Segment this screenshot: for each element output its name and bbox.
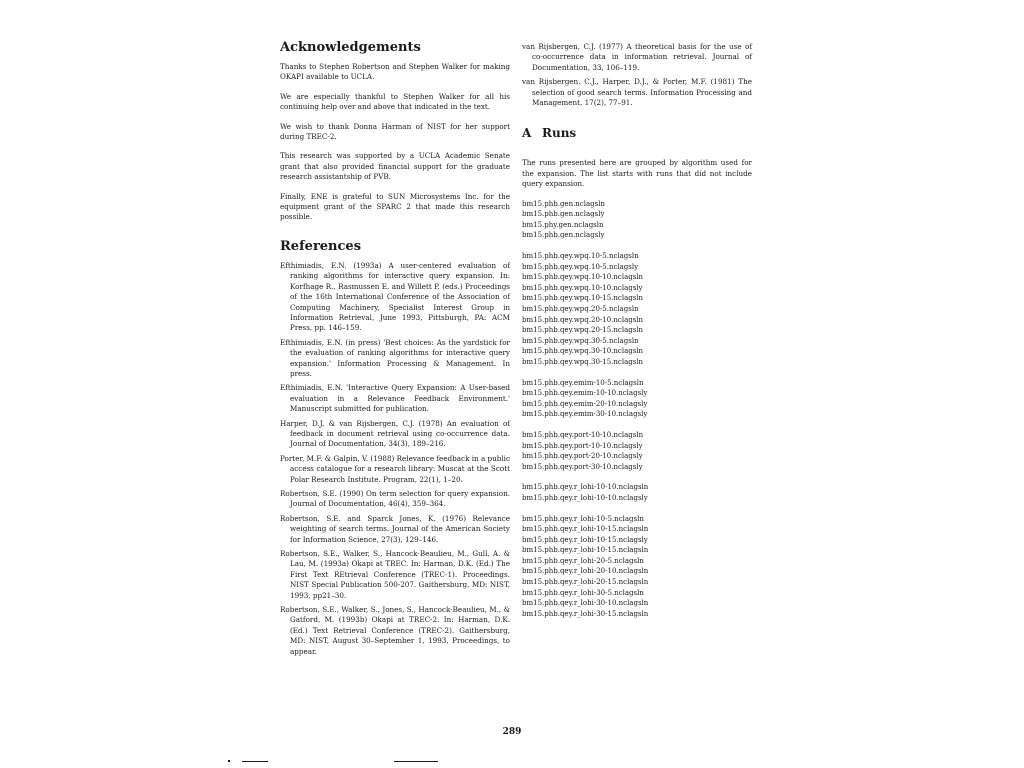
acknowledgements-body: [280, 62, 510, 223]
acknowledgement-paragraph: We wish to thank Donna Harman of NIST for her support during TREC-2.: [280, 121, 510, 142]
run-name: bm15.phb.qey.r_lohi-20-5.nclagsln: [522, 556, 644, 565]
run-group: [522, 482, 752, 503]
appendix-heading: [522, 126, 752, 140]
acknowledgement-paragraph: Finally, ENE is grateful to SUN Microsystems Inc. for the equipment grant of the SPARC 2 that made this research possible.: [280, 191, 510, 222]
appendix-intro: The runs presented here are grouped by algorithm used for the expansion. The list starts with runs that did not include query expansion.: [522, 158, 752, 189]
scan-mark: [228, 760, 230, 762]
run-group: [522, 199, 752, 241]
run-name: bm15.phb.qey.r_lohi-20-15.nclagsln: [522, 578, 649, 587]
references-list-continued: [522, 42, 752, 108]
run-name: bm15.phb.qey.port-30-10.nclagsly: [522, 462, 643, 471]
run-name: bm15.phb.qey.port-20-10.nclagsly: [522, 452, 643, 461]
acknowledgement-paragraph: Thanks to Stephen Robertson and Stephen Walker for making OKAPI available to UCLA.: [280, 62, 510, 82]
run-name: bm15.phb.gen.nclagsly: [522, 231, 605, 240]
acknowledgement-paragraph: This research was supported by a UCLA Academic Senate grant that also provided financial support for the graduate research assistantship of PVB.: [280, 151, 510, 182]
run-name: bm15.phb.qey.wpq.20-5.nclagsln: [522, 305, 639, 313]
acknowledgements-heading: Acknowledgements: [280, 40, 421, 55]
run-name: bm15.phb.qey.r_lohi-10-15.nclagsly: [522, 535, 648, 544]
run-name: bm15.phb.qey.r_lohi-30-15.nclagsln: [522, 609, 649, 618]
run-name: bm15.phb.qey.wpq.10-10.nclagsly: [522, 283, 643, 292]
right-column: [522, 40, 752, 629]
run-name: bm15.phb.qey.wpq.10-15.nclagsln: [522, 294, 644, 303]
scan-mark: [394, 761, 438, 762]
run-group: [522, 378, 752, 420]
reference-item: Robertson, S.E. and Sparck Jones, K. (1976) Relevance weighting of search terms. Journal of the American Society for Information Science, 27(3), 129–146.: [280, 513, 510, 544]
references-heading: References: [280, 238, 362, 254]
run-name: bm15.phb.qey.r_lohi-10-15.nclagsln: [522, 525, 649, 534]
run-name: bm15.phb.qey.wpq.10-5.nclagsly: [522, 262, 639, 271]
run-name: bm15.phb.qey.emim-20-10.nclagsly: [522, 399, 648, 408]
run-name: bm15.phb.qey.wpq.20-10.nclagsln: [522, 315, 644, 324]
run-name: bm15.phb.qey.wpq.30-5.nclagsln: [522, 336, 639, 345]
reference-item: Efthimiadis, E.N. (1993a) A user-centered evaluation of ranking algorithms for interactive query expansion. In: Korfhage R., Rasmussen E. and Willett P. (eds.) Proceedings of the 16th International Conference of the Association of Computing Machinery, Specialist Interest Group in Information Retrieval, June 1993, Pittsburgh, PA: ACM Press, pp. 146–159.: [280, 260, 510, 333]
reference-item: Harper, D.J. & van Rijsbergen, C.J. (1978) An evaluation of feedback in document retrieval using co-occurrence data. Journal of Documentation, 34(3), 189–216.: [280, 418, 510, 449]
run-group: [522, 514, 752, 620]
left-column: [280, 40, 510, 661]
reference-item: van Rijsbergen, C.J. (1977) A theoretical basis for the use of co-occurrence data in information retrieval. Journal of Documentation, 33, 106–119.: [522, 42, 752, 72]
run-group: [522, 430, 752, 472]
run-name: bm15.phb.qey.emim-30-10.nclagsly: [522, 410, 648, 419]
reference-item: Efthimiadis, E.N. (in press) 'Best choices: As the yardstick for the evaluation of ranking algorithms for interactive query expansion.' Information Processing & Management. In press.: [280, 337, 510, 378]
run-name: bm15.phb.gen.nclagsln: [522, 199, 605, 208]
run-name: bm15.phb.gen.nclagsly: [522, 210, 605, 219]
run-name: bm15.phb.qey.wpq.10-10.nclagsln: [522, 273, 644, 282]
run-name: bm15.phb.qey.r_lohi-20-10.nclagsln: [522, 567, 649, 576]
run-name: bm15.phb.qey.wpq.20-15.nclagsln: [522, 326, 644, 335]
run-name: bm15.phb.qey.emim-10-10.nclagsly: [522, 389, 648, 398]
run-name: bm15.phb.qey.r_lohi-30-5.nclagsln: [522, 588, 644, 597]
scan-mark: [242, 761, 268, 762]
run-name: bm15.phb.qey.r_lohi-10-15.nclagsln: [522, 546, 649, 555]
run-name: bm15.phy.gen.nclagsln: [522, 220, 604, 229]
reference-item: Efthimiadis, E.N. 'Interactive Query Expansion: A User-based evaluation in a Relevance Feedback Environment.' Manuscript submitted for publication.: [280, 383, 510, 414]
run-name: bm15.phb.qey.r_lohi-10-5.nclagsln: [522, 514, 644, 523]
reference-item: Robertson, S.E. (1990) On term selection for query expansion. Journal of Documentation, 46(4), 359–364.: [280, 489, 510, 509]
reference-item: Robertson, S.E., Walker, S., Hancock-Beaulieu, M., Gull, A. & Lau, M. (1993a) Okapi at TREC. In: Harman, D.K. (Ed.) The First Text REtrieval Conference (TREC-1). Proceedings. NIST Special Publication 500-207. Gaithersburg, MD: NIST, 1993, pp21–30.: [280, 549, 510, 600]
appendix-number: A: [522, 126, 532, 141]
run-name: bm15.phb.qey.wpq.10-5.nclagsln: [522, 252, 639, 261]
acknowledgement-paragraph: We are especially thankful to Stephen Walker for all his continuing help over and above that indicated in the text.: [280, 91, 510, 112]
run-name: bm15.phb.qey.emim-10-5.nclagsln: [522, 378, 644, 387]
run-name: bm15.phb.qey.port-10-10.nclagsly: [522, 441, 643, 450]
reference-item: van Rijsbergen, C.J., Harper, D.J., & Porter, M.F. (1981) The selection of good search terms. Information Processing and Management, 17(2), 77–91.: [522, 77, 752, 108]
reference-item: Porter, M.F. & Galpin, V. (1988) Relevance feedback in a public access catalogue for a research library: Muscat at the Scott Polar Research Institute. Program, 22(1), 1–20.: [280, 453, 510, 484]
run-name: bm15.phb.qey.r_lohi-30-10.nclagsln: [522, 599, 649, 608]
run-group: [522, 251, 752, 368]
run-name: bm15.phb.qey.r_lohi-10-10.nclagsly: [522, 493, 648, 502]
page-number: 289: [502, 727, 522, 737]
run-name: bm15.phb.qey.wpq.30-10.nclagsln: [522, 347, 644, 356]
run-name: bm15.phb.qey.r_lohi-10-10.nclagsln: [522, 483, 649, 492]
appendix-title: Runs: [542, 126, 577, 141]
run-name: bm15.phb.qey.wpq.30-15.nclagsln: [522, 357, 644, 366]
run-groups: [522, 199, 752, 620]
run-name: bm15.phb.qey.port-10-10.nclagsln: [522, 430, 644, 439]
reference-item: Robertson, S.E., Walker, S., Jones, S., Hancock-Beaulieu, M., & Gatford, M. (1993b) Okapi at TREC-2. In: Harman, D.K. (Ed.) Text Retrieval Conference (TREC-2). Gaithersburg, MD: NIST, August 30–September 1, 1993, Proceedings, to appear.: [280, 605, 510, 656]
references-list: [280, 261, 510, 657]
